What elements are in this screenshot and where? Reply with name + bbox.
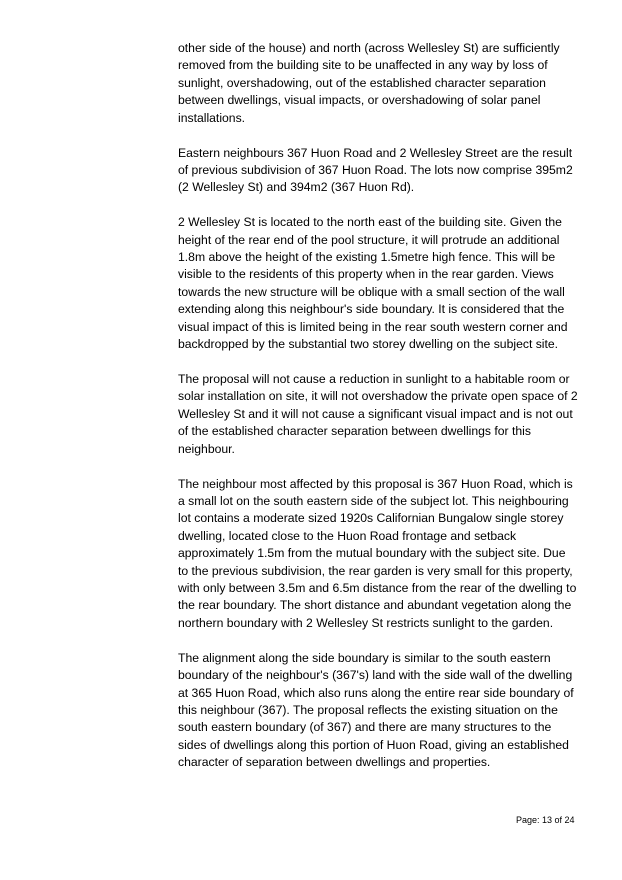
- paragraph-4: [178, 371, 590, 458]
- text-line: south eastern boundary (of 367) and there are many structures to the: [178, 720, 552, 735]
- text-line: (2 Wellesley St) and 394m2 (367 Huon Rd).: [178, 180, 415, 195]
- text-line: Eastern neighbours 367 Huon Road and 2 Wellesley Street are the result: [178, 145, 573, 160]
- text-line: other side of the house) and north (across Wellesley St) are sufficiently: [178, 41, 560, 55]
- text-line: towards the new structure will be oblique with a small section of the wall: [178, 284, 565, 299]
- text-line: 1.8m above the height of the existing 1.5metre high fence. This will be: [178, 250, 556, 265]
- text-line: installations.: [178, 110, 246, 125]
- text-line: solar installation on site, it will not overshadow the private open space of 2: [178, 389, 578, 404]
- paragraph-1: [178, 40, 590, 127]
- text-line: character of separation between dwellings and properties.: [178, 755, 491, 770]
- text-line: to the previous subdivision, the rear garden is very small for this property,: [178, 563, 573, 578]
- text-line: boundary of the neighbour's (367's) land with the side wall of the dwelling: [178, 668, 573, 683]
- text-line: sunlight, overshadowing, out of the established character separation: [178, 75, 546, 90]
- page-number: Page: 13 of 24: [516, 815, 575, 825]
- text-line: visual impact of this is limited being in the rear south western corner and: [178, 319, 568, 334]
- text-line: removed from the building site to be unaffected in any way by loss of: [178, 58, 548, 73]
- text-line: the rear boundary. The short distance and abundant vegetation along the: [178, 598, 572, 613]
- text-line: dwelling, located close to the Huon Road frontage and setback: [178, 528, 517, 543]
- text-line: at 365 Huon Road, which also runs along the entire rear side boundary of: [178, 685, 574, 700]
- text-line: between dwellings, visual impacts, or overshadowing of solar panel: [178, 93, 541, 108]
- text-line: northern boundary with 2 Wellesley St restricts sunlight to the garden.: [178, 615, 554, 630]
- paragraph-6: [178, 650, 590, 772]
- text-line: extending along this neighbour's side boundary. It is considered that the: [178, 302, 565, 317]
- paragraph-3: [178, 214, 590, 353]
- text-line: sides of dwellings along this portion of Huon Road, giving an established: [178, 737, 569, 752]
- text-line: The proposal will not cause a reduction in sunlight to a habitable room or: [178, 372, 570, 386]
- text-line: 2 Wellesley St is located to the north east of the building site. Given the: [178, 215, 562, 230]
- text-line: with only between 3.5m and 6.5m distance from the rear of the dwelling to: [178, 580, 577, 595]
- text-line: of the established character separation between dwellings for this: [178, 424, 531, 439]
- text-line: The neighbour most affected by this proposal is 367 Huon Road, which is: [178, 476, 573, 491]
- text-line: The alignment along the side boundary is similar to the south eastern: [178, 650, 551, 665]
- text-line: neighbour.: [178, 441, 235, 456]
- body-text: [178, 40, 590, 789]
- text-line: this neighbour (367). The proposal reflects the existing situation on the: [178, 702, 558, 717]
- text-line: height of the rear end of the pool structure, it will protrude an additional: [178, 232, 560, 247]
- text-line: backdropped by the substantial two storey dwelling on the subject site.: [178, 337, 559, 352]
- text-line: approximately 1.5m from the mutual boundary with the subject site. Due: [178, 546, 566, 561]
- text-line: Wellesley St and it will not cause a significant visual impact and is not out: [178, 406, 573, 421]
- text-line: lot contains a moderate sized 1920s Californian Bungalow single storey: [178, 511, 564, 526]
- paragraph-5: [178, 476, 590, 633]
- paragraph-2: [178, 145, 590, 197]
- text-line: visible to the residents of this property when in the rear garden. Views: [178, 267, 554, 282]
- text-line: a small lot on the south eastern side of the subject lot. This neighbouring: [178, 493, 569, 508]
- text-line: of previous subdivision of 367 Huon Road. The lots now comprise 395m2: [178, 162, 573, 177]
